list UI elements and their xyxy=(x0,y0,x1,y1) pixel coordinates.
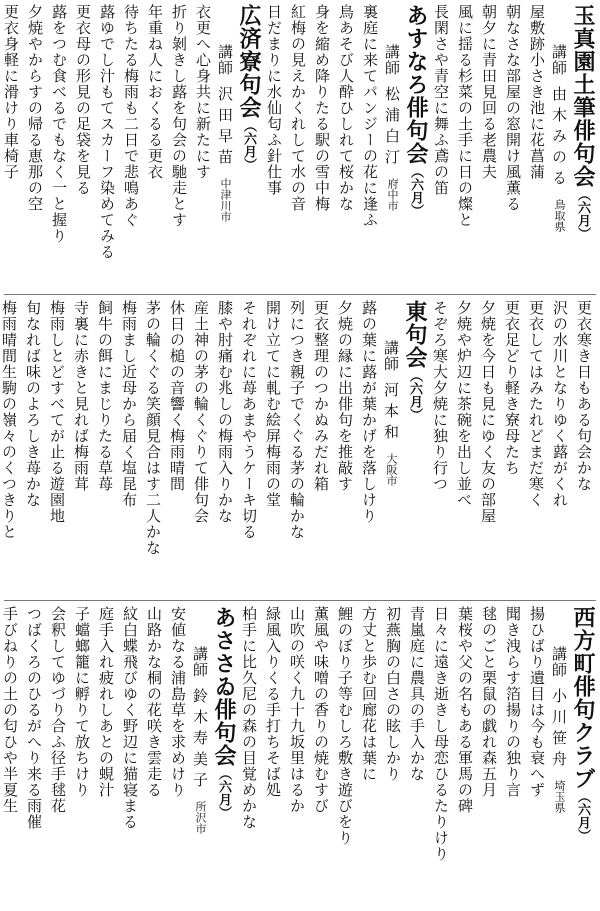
haiku-text: 聞き洩らす箔揚りの独り言 xyxy=(504,606,522,798)
haiku-text: 揚ひばり遺目は今も衰へず xyxy=(528,606,546,798)
haiku-text: 方丈と歩む回廊花は葉に xyxy=(360,606,378,782)
haiku-entry xyxy=(357,606,381,908)
band-top xyxy=(0,4,600,290)
club-month: （六月） xyxy=(216,767,231,819)
club-location: 所沢市 xyxy=(194,801,207,834)
haiku-text: 山路かな桐の花咲き雲走る xyxy=(145,606,163,798)
haiku-text: 沢の水川となりゆく蕗がくれ xyxy=(551,300,569,508)
haiku-text: 身を縮め降りたる駅の雪中梅 xyxy=(313,4,331,212)
club-location: 中津川市 xyxy=(219,178,232,222)
haiku-text: 柏手に比久尼の森の目覚めかな xyxy=(240,606,258,830)
club-teacher xyxy=(190,606,210,908)
haiku-entry xyxy=(453,4,477,290)
teacher-role: 講師 xyxy=(383,44,401,76)
haiku-entry xyxy=(261,300,285,596)
haiku-text: 更衣身軽に滑けり車椅子 xyxy=(2,4,20,180)
haiku-entry xyxy=(191,4,215,290)
teacher-role: 講師 xyxy=(382,340,400,372)
club-month: （六月） xyxy=(575,790,590,842)
club-month: （六月） xyxy=(407,369,422,421)
haiku-entry xyxy=(309,606,333,908)
haiku-text: 朝夕に青田見回る老農夫 xyxy=(480,4,498,180)
haiku-entry xyxy=(429,4,453,290)
haiku-text: 毬のごと栗鼠の戯れ森五月 xyxy=(480,606,498,798)
club-month: （六月） xyxy=(241,119,256,171)
haiku-entry xyxy=(167,4,191,290)
haiku-text: 旬なれば味のよろしき苺かな xyxy=(24,300,42,508)
haiku-text: 山吹の咲く九十九坂里はるか xyxy=(288,606,306,814)
haiku-text: 裏庭に来てパンジーの花に逢ふ xyxy=(361,4,379,228)
haiku-text: 更衣足どり軽き寮母たち xyxy=(503,300,521,476)
haiku-entry xyxy=(477,606,501,908)
haiku-entry xyxy=(141,300,165,596)
teacher-role: 講師 xyxy=(550,44,568,76)
haiku-entry xyxy=(95,4,119,290)
haiku-text: 開け立てに軋む絵屏梅雨の堂 xyxy=(264,300,282,508)
haiku-text: 衣更へ心身共に新たにす xyxy=(194,4,212,180)
haiku-text: 風に揺る杉菜の土手に日の燦と xyxy=(456,4,474,228)
haiku-text: 休日の槌の音響く梅雨晴間 xyxy=(168,300,186,492)
haiku-entry xyxy=(262,4,286,290)
haiku-text: 長閑さや青空に舞ふ鳶の笛 xyxy=(432,4,450,196)
haiku-entry xyxy=(477,4,501,290)
club-title xyxy=(402,4,429,290)
haiku-entry xyxy=(428,300,452,596)
teacher-name: 沢田早苗 xyxy=(216,86,234,170)
club-title xyxy=(210,606,237,908)
haiku-text: 梅雨しとどすべてが止る遊園地 xyxy=(48,300,66,524)
haiku-text: 膝や肘痛む兆しの梅雨入りかな xyxy=(216,300,234,524)
club-name: あささゐ俳句会 xyxy=(211,606,236,767)
haiku-entry xyxy=(476,300,500,596)
haiku-entry xyxy=(0,300,21,596)
haiku-text: 蕗ゆでし汁もてスカーフ染めてみる xyxy=(98,4,116,260)
haiku-entry xyxy=(452,300,476,596)
haiku-entry xyxy=(525,4,549,290)
club-name: あすなろ俳句会 xyxy=(403,4,428,165)
haiku-text: 更衣母の形見の足袋を見る xyxy=(74,4,92,196)
haiku-text: 梅雨まし近母から届く塩昆布 xyxy=(120,300,138,508)
club-teacher xyxy=(382,4,402,290)
haiku-entry xyxy=(69,300,93,596)
band-divider xyxy=(4,294,596,295)
club-title xyxy=(569,606,596,908)
club-location: 埼玉県 xyxy=(553,780,566,813)
haiku-text: そぞろ寒大夕焼に独り行つ xyxy=(431,300,449,492)
haiku-text: 夕焼や炉辺に茶碗を出し並べ xyxy=(455,300,473,508)
haiku-entry xyxy=(501,4,525,290)
band-middle xyxy=(0,300,600,596)
club-title xyxy=(569,4,596,290)
haiku-entry xyxy=(45,300,69,596)
haiku-entry xyxy=(405,606,429,908)
haiku-text: 安値なる浦島草を求めけり xyxy=(169,606,187,798)
haiku-entry xyxy=(21,300,45,596)
haiku-entry xyxy=(165,300,189,596)
haiku-text: 夕焼の縁に出俳句を推敲す xyxy=(336,300,354,492)
haiku-entry xyxy=(286,4,310,290)
haiku-entry xyxy=(525,606,549,908)
club-teacher xyxy=(549,606,569,908)
haiku-entry xyxy=(334,4,358,290)
haiku-entry xyxy=(358,4,382,290)
haiku-entry xyxy=(261,606,285,908)
haiku-entry xyxy=(189,300,213,596)
haiku-text: 寺裏に赤きと見れば梅雨茸 xyxy=(72,300,90,492)
teacher-name: 鈴木寿美子 xyxy=(191,688,209,793)
haiku-text: 夕焼やからすの帰る恵那の空 xyxy=(26,4,44,212)
haiku-entry xyxy=(118,606,142,908)
haiku-entry xyxy=(70,606,94,908)
haiku-entry xyxy=(501,606,525,908)
club-location: 大阪市 xyxy=(385,453,398,486)
haiku-entry xyxy=(117,300,141,596)
haiku-text: 会釈してゆづり合ふ径手毬花 xyxy=(49,606,67,814)
haiku-text: 鳥あそび人酔ひしれて桜かな xyxy=(337,4,355,212)
haiku-entry xyxy=(333,300,357,596)
haiku-entry xyxy=(22,606,46,908)
haiku-entry xyxy=(0,4,23,290)
club-month: （六月） xyxy=(575,188,590,240)
haiku-text: 日だまりに水仙匂ふ針仕事 xyxy=(265,4,283,196)
haiku-text: 朝なさな部屋の窓開け風薫る xyxy=(504,4,522,212)
haiku-entry xyxy=(453,606,477,908)
haiku-entry xyxy=(93,300,117,596)
club-month: （六月） xyxy=(408,165,423,217)
haiku-text: 梅雨晴間生駒の嶺々のくつきりと xyxy=(0,300,18,540)
haiku-entry xyxy=(524,300,548,596)
haiku-text: 屋敷跡小さき池に花菖蒲 xyxy=(528,4,546,180)
haiku-text: 茅の輪くぐる笑顔見合はす二人かな xyxy=(144,300,162,556)
haiku-text: 日々に遠き逝きし母恋ひるたりけり xyxy=(432,606,450,862)
haiku-entry xyxy=(572,300,596,596)
club-name: 東句会 xyxy=(402,300,427,369)
haiku-entry xyxy=(47,4,71,290)
teacher-role: 講師 xyxy=(191,646,209,678)
teacher-name: 河本和 xyxy=(382,382,400,445)
haiku-entry xyxy=(381,606,405,908)
haiku-entry xyxy=(429,606,453,908)
haiku-text: 初燕胸の白さの眩しかり xyxy=(384,606,402,782)
haiku-text: 折り剝きし蕗を句会の馳走とす xyxy=(170,4,188,228)
club-name: 西方町俳句クラブ xyxy=(570,606,595,790)
club-location: 府中市 xyxy=(386,178,399,211)
band-bottom xyxy=(0,606,600,908)
haiku-text: 年重ね人におくるる更衣 xyxy=(146,4,164,180)
band-divider xyxy=(4,600,596,601)
haiku-text: 庭手入れ疲れしあとの蜆汁 xyxy=(97,606,115,798)
haiku-entry xyxy=(142,606,166,908)
haiku-entry xyxy=(310,4,334,290)
haiku-entry xyxy=(285,300,309,596)
haiku-entry xyxy=(23,4,47,290)
haiku-text: 更衣整理のつかぬみだれ箱 xyxy=(312,300,330,492)
haiku-text: 手びねりの土の匂ひや半夏生 xyxy=(1,606,19,814)
haiku-text: 紅梅の見えかくれして水の音 xyxy=(289,4,307,212)
haiku-entry xyxy=(0,606,22,908)
haiku-entry xyxy=(46,606,70,908)
haiku-entry xyxy=(357,300,381,596)
haiku-text: 鯉のぼり子等むしろ敷き遊びをり xyxy=(336,606,354,846)
haiku-text: 更衣寒き日もある句会かな xyxy=(575,300,593,492)
haiku-text: 蕗の葉に蕗が葉かげを落しけり xyxy=(360,300,378,524)
haiku-text: 薫風や味噌の香りの焼むすび xyxy=(312,606,330,814)
haiku-text: 更衣してはみたれどまだ寒く xyxy=(527,300,545,508)
club-location: 鳥取県 xyxy=(553,199,566,232)
teacher-name: 松浦白汀 xyxy=(383,86,401,170)
haiku-text: 飼牛の餌にまじりたる草苺 xyxy=(96,300,114,492)
haiku-entry xyxy=(94,606,118,908)
haiku-entry xyxy=(119,4,143,290)
teacher-name: 小川笹舟 xyxy=(550,688,568,772)
haiku-text: 夕焼を今日も見にゆく友の部屋 xyxy=(479,300,497,524)
haiku-text: 列につき親子でくぐる茅の輪かな xyxy=(288,300,306,540)
club-teacher xyxy=(215,4,235,290)
club-name: 玉真園土筆俳句会 xyxy=(570,4,595,188)
haiku-text: 青嵐庭に農具の手入かな xyxy=(408,606,426,782)
teacher-role: 講師 xyxy=(216,44,234,76)
haiku-entry xyxy=(333,606,357,908)
club-title xyxy=(235,4,262,290)
haiku-entry xyxy=(500,300,524,596)
haiku-text: それぞれに苺あまやうケーキ切る xyxy=(240,300,258,540)
teacher-name: 由木みのる xyxy=(550,86,568,191)
haiku-entry xyxy=(166,606,190,908)
haiku-entry xyxy=(309,300,333,596)
club-title xyxy=(401,300,428,596)
haiku-text: 待ちたる梅雨も二日で悲鳴あぐ xyxy=(122,4,140,228)
haiku-entry xyxy=(213,300,237,596)
haiku-text: つばくろのひるがへり来る雨催 xyxy=(25,606,43,830)
haiku-entry xyxy=(548,300,572,596)
haiku-entry xyxy=(143,4,167,290)
club-teacher xyxy=(381,300,401,596)
haiku-text: 緑風入りくる手打ちそば処 xyxy=(264,606,282,798)
club-teacher xyxy=(549,4,569,290)
haiku-text: 子蟷螂籠に孵りて放ちけり xyxy=(73,606,91,798)
haiku-text: 蕗をつむ食べるでもなく一と握り xyxy=(50,4,68,244)
haiku-text: 葉桜や父の名もある軍馬の碑 xyxy=(456,606,474,814)
haiku-entry xyxy=(285,606,309,908)
haiku-entry xyxy=(237,300,261,596)
haiku-entry xyxy=(237,606,261,908)
club-name: 広済寮句会 xyxy=(236,4,261,119)
haiku-entry xyxy=(71,4,95,290)
teacher-role: 講師 xyxy=(550,646,568,678)
haiku-text: 紋白蝶飛びゆく野辺に猫寝まる xyxy=(121,606,139,830)
haiku-text: 産土神の茅の輪くぐりて俳句会 xyxy=(192,300,210,524)
